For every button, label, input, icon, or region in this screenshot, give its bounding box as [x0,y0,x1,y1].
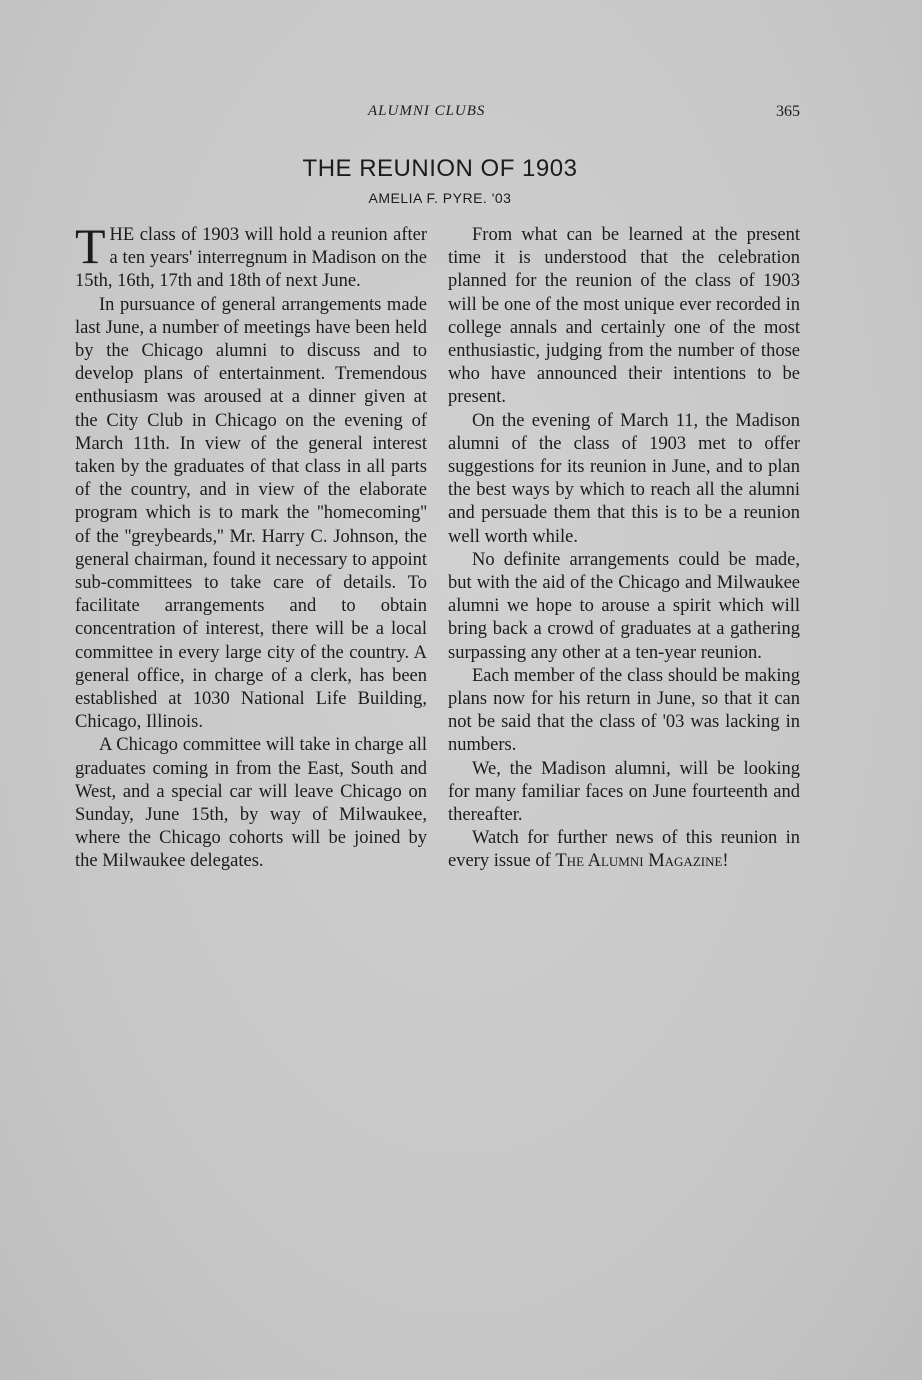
paragraph-9-end: ! [722,851,729,872]
paragraph-2: In pursuance of general arrangements made last June, a number of meetings have been held by the Chicago alumni to discuss and to develop plans of entertainment. Tremendous enthusiasm was aroused at a dinner given at the City Club in Chicago on the evening of March 11th. In view of the general interest taken by the graduates of that class in all parts of the country, and in view of the elaborate program which is to mark the ''homecoming'' of the ''greybeards,'' Mr. Harry C. Johnson, the general chairman, found it necessary to appoint sub-committees to take care of details. To facilitate arrangements and to obtain concentration of interest, there will be a local committee in every large city of the country. A general office, in charge of a clerk, has been established at 1030 National Life Building, Chicago, Illinois. [75,294,427,733]
paragraph-8: We, the Madison alumni, will be looking for many familiar faces on June fourteenth and thereafter. [448,758,800,826]
drop-cap: T [75,218,106,274]
paragraph-6: No definite arrangements could be made, but with the aid of the Chicago and Milwaukee alumni we hope to arouse a spirit which will bring back a crowd of graduates at a gathering surpassing any other at a ten-year reunion. [448,549,800,663]
left-column [75,218,427,874]
article-title: THE REUNION OF 1903 [302,155,578,182]
paragraph-3: A Chicago committee will take in charge all graduates coming in from the East, South and West, and a special car will leave Chicago on Sunday, June 15th, by way of Milwaukee, where the Chicago cohorts will be joined by the Milwaukee delegates. [75,735,427,872]
article-byline: AMELIA F. PYRE. '03 [368,190,512,206]
paragraph-1-text: HE class of 1903 will hold a reunion after a ten years' interregnum in Madison on the 15th, 16th, 17th and 18th of next June. [75,225,427,292]
paragraph-5: On the evening of March 11, the Madison alumni of the class of 1903 met to offer suggestions for its reunion in June, and to plan the best ways by which to reach all the alumni and persuade them that this is to be a reunion well worth while. [448,410,800,547]
paragraph-1 [75,218,427,294]
paragraph-4: From what can be learned at the present time it is understood that the celebration planned for the reunion of the class of 1903 will be one of the most unique ever recorded in college annals and certainly one of the most enthusiastic, judging from the number of those who have announced their intentions to be present. [448,225,800,408]
paragraph-9 [448,827,800,873]
right-column [448,224,800,874]
running-head: ALUMNI CLUBS [368,103,486,119]
magazine-name: The Alumni Magazine [555,851,723,872]
paragraph-9-lead: Watch for further news of this reunion in every issue of [448,828,800,872]
paragraph-7: Each member of the class should be making plans now for his return in June, so that it can not be said that the class of '03 was lacking in numbers. [448,665,800,756]
page-number: 365 [776,103,800,120]
